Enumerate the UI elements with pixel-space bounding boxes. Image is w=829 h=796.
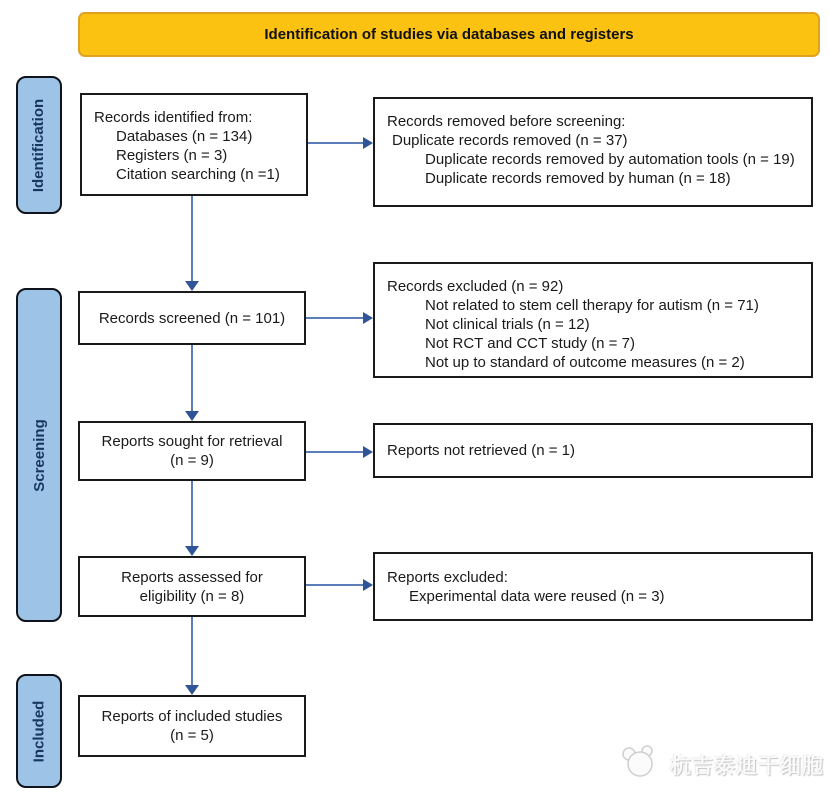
box-line: Citation searching (n =1) [116,166,280,183]
stage-ribbon-included [16,674,62,788]
box-line: Not RCT and CCT study (n = 7) [425,335,635,352]
box-line: Records removed before screening: [387,113,626,130]
arrow-right-head-icon [363,312,373,324]
box-records-removed [373,97,813,207]
box-records-excluded [373,262,813,378]
arrow-sought-to-assessed [185,481,199,556]
box-line: (n = 9) [170,452,214,469]
box-line: Duplicate records removed by automation tools (n = 19) [425,151,795,168]
box-reports-not-retrieved [373,423,813,478]
arrow-line [191,345,193,411]
arrow-right-head-icon [363,446,373,458]
watermark-text: 杭吉泰迪干细胞 [670,754,824,778]
box-line: Reports sought for retrieval [101,433,283,450]
box-line: Not up to standard of outcome measures (n = 2) [425,354,745,371]
teddy-bear-logo-icon [620,744,662,785]
banner-identification-via-databases [78,12,820,57]
box-line: Duplicate records removed (n = 37) [392,132,628,149]
arrow-screened-to-excluded [306,312,373,324]
arrow-down-head-icon [185,281,199,291]
box-line: Records identified from: [94,109,253,126]
arrow-line [191,617,193,685]
box-records-identified [80,93,308,196]
box-reports-excluded [373,552,813,621]
watermark [620,744,824,785]
arrow-line [191,196,193,281]
box-line: Records excluded (n = 92) [387,278,564,295]
box-reports-assessed [78,556,306,617]
arrow-down-head-icon [185,546,199,556]
arrow-identified-to-removed [308,137,373,149]
box-line: eligibility (n = 8) [139,587,245,605]
arrow-line [306,451,363,453]
box-line: (n = 5) [170,727,214,744]
box-records-screened [78,291,306,345]
arrow-line [306,584,363,586]
box-line: Records screened (n = 101) [98,309,286,327]
box-line: Not clinical trials (n = 12) [425,316,590,333]
stage-label-included: Included [30,700,48,762]
box-line: Reports excluded: [387,568,508,586]
box-reports-sought [78,421,306,481]
arrow-sought-to-not-retrieved [306,446,373,458]
box-line: Registers (n = 3) [116,147,228,164]
box-line: Not related to stem cell therapy for autism (n = 71) [425,297,759,314]
banner-title: Identification of studies via databases and registers [264,26,634,43]
box-line: Duplicate records removed by human (n = 18) [425,170,731,187]
stage-ribbon-screening [16,288,62,622]
arrow-assessed-to-included [185,617,199,695]
box-line: Experimental data were reused (n = 3) [409,587,665,605]
arrow-assessed-to-reports-excluded [306,579,373,591]
arrow-down-head-icon [185,411,199,421]
arrow-down-head-icon [185,685,199,695]
arrow-line [308,142,363,144]
box-line: Reports not retrieved (n = 1) [387,442,576,459]
arrow-identified-to-screened [185,196,199,291]
box-line: Reports of included studies [101,708,283,725]
arrow-right-head-icon [363,579,373,591]
stage-label-identification: Identification [30,98,48,192]
arrow-line [306,317,363,319]
arrow-right-head-icon [363,137,373,149]
arrow-screened-to-sought [185,345,199,421]
box-line: Reports assessed for [121,568,263,586]
box-reports-included [78,695,306,757]
stage-ribbon-identification [16,76,62,214]
box-line: Databases (n = 134) [116,128,253,145]
stage-label-screening: Screening [30,418,48,492]
arrow-line [191,481,193,546]
